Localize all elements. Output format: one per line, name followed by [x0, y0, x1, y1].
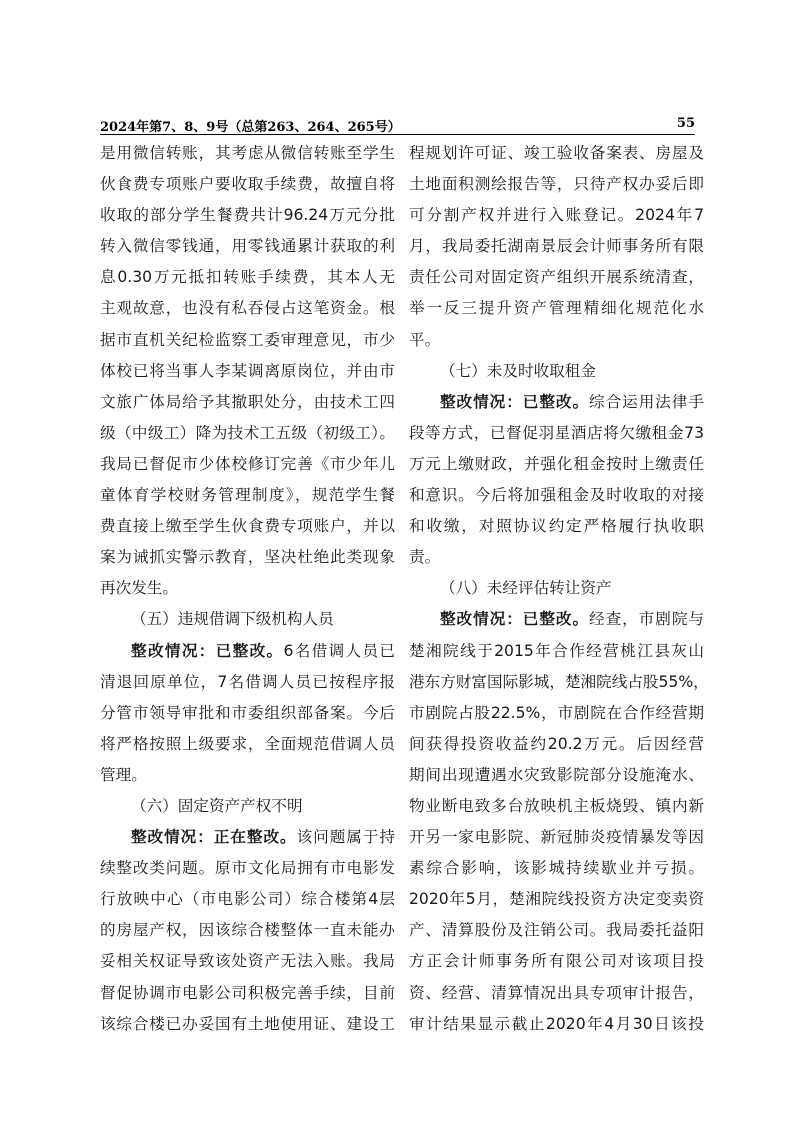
- line-text: 责任公司对固定资产组织开展系统清查，: [409, 268, 704, 287]
- text-line: [100, 293, 395, 324]
- line-text: 审计结果显示截止2020年4月30日该投: [409, 1014, 704, 1033]
- text-line: [100, 542, 395, 573]
- text-line: [100, 511, 395, 542]
- page-number: 55: [676, 116, 695, 131]
- text-line: [100, 698, 395, 729]
- text-line: [100, 325, 395, 356]
- line-text: （七）未及时收取租金: [440, 361, 596, 380]
- text-line: [409, 667, 709, 698]
- line-text: 将严格按照上级要求，全面规范借调人员: [100, 734, 395, 753]
- line-text: 楚湘院线于2015年合作经营桃江县灰山: [409, 641, 704, 660]
- text-line: [100, 822, 395, 853]
- line-text: 6名借调人员已: [283, 641, 395, 660]
- text-line: [100, 231, 395, 262]
- text-line: [100, 884, 395, 915]
- text-line: [409, 231, 704, 262]
- text-line: [100, 760, 395, 791]
- text-line: [409, 200, 704, 231]
- text-line: [100, 449, 395, 480]
- line-text: 责。: [409, 548, 441, 567]
- text-line: [409, 387, 704, 418]
- text-line: [409, 760, 704, 791]
- text-line: [100, 387, 395, 418]
- text-line: [409, 1009, 704, 1040]
- text-line: [409, 698, 704, 729]
- line-text: 综合运用法律手: [589, 392, 704, 411]
- line-text: 案为诫抓实警示教育，坚决杜绝此类现象: [100, 548, 395, 567]
- text-line: [100, 1009, 395, 1040]
- line-text: 月，我局委托湖南景辰会计师事务所有限: [409, 237, 704, 256]
- section-heading: [100, 604, 395, 635]
- text-line: [100, 200, 395, 231]
- text-line: [409, 169, 704, 200]
- text-line: [409, 138, 704, 169]
- text-line: [100, 729, 395, 760]
- line-text: 2020年5月，楚湘院线投资方决定变卖资: [409, 890, 704, 909]
- line-text: 举一反三提升资产管理精细化规范化水: [409, 299, 704, 318]
- line-text: （八）未经评估转让资产: [440, 579, 612, 598]
- section-heading: [409, 356, 704, 387]
- line-text: 行放映中心（市电影公司）综合楼第4层: [100, 890, 395, 909]
- text-line: [100, 138, 395, 169]
- text-line: [409, 791, 704, 822]
- text-line: [409, 604, 704, 635]
- line-text: 息0.30万元抵扣转账手续费，其本人无: [100, 268, 395, 287]
- text-line: [409, 853, 704, 884]
- text-line: [100, 946, 395, 977]
- line-text: 转入微信零钱通，用零钱通累计获取的利: [100, 237, 395, 256]
- text-line: [100, 978, 395, 1009]
- text-line: [100, 667, 395, 698]
- issue-label: 2024年第7、8、9号（总第263、264、265号）: [100, 120, 401, 135]
- line-text: 经查，市剧院与: [589, 610, 704, 629]
- line-text: 间获得投资收益约20.2万元。后因经营: [409, 734, 704, 753]
- left-text-column: [100, 138, 395, 1040]
- text-line: [409, 449, 704, 480]
- line-text: 费直接上缴至学生伙食费专项账户，并以: [100, 517, 395, 536]
- line-text: 开另一家电影院、新冠肺炎疫情暴发等因: [409, 828, 704, 847]
- status-label: 整改情况：已整改。: [440, 392, 590, 411]
- line-text: 妥相关权证导致该处资产无法入账。我局: [100, 952, 395, 971]
- line-text: 童体育学校财务管理制度》，规范学生餐: [100, 486, 395, 505]
- text-line: [100, 418, 395, 449]
- line-text: 级（中级工）降为技术工五级（初级工）。: [100, 423, 395, 442]
- line-text: 港东方财富国际影城，楚湘院线占股55%，: [409, 672, 709, 691]
- line-text: 再次发生。: [100, 579, 178, 598]
- text-line: [409, 418, 704, 449]
- line-text: 是用微信转账，其考虑从微信转账至学生: [100, 144, 395, 162]
- line-text: 平。: [409, 330, 441, 349]
- text-line: [409, 978, 704, 1009]
- line-text: 管理。: [100, 765, 147, 784]
- line-text: 伙食费专项账户要收取手续费，故擅自将: [100, 175, 395, 194]
- text-line: [100, 915, 395, 946]
- text-line: [100, 356, 395, 387]
- line-text: 土地面积测绘报告等，只待产权办妥后即: [409, 175, 704, 194]
- line-text: 方正会计师事务所有限公司对该项目投: [409, 952, 704, 971]
- line-text: 清退回原单位，7名借调人员已按程序报: [100, 672, 395, 691]
- text-line: [409, 636, 704, 667]
- right-text-column: [409, 138, 709, 1040]
- text-line: [100, 262, 395, 293]
- text-line: [100, 480, 395, 511]
- line-text: 该问题属于持: [296, 828, 395, 847]
- line-text: 我局已督促市少体校修订完善《市少年儿: [100, 454, 395, 473]
- line-text: 万元上缴财政，并强化租金按时上缴责任: [409, 454, 704, 473]
- line-text: 督促协调市电影公司积极完善手续，目前: [100, 983, 395, 1002]
- text-line: [409, 884, 704, 915]
- text-line: [409, 946, 704, 977]
- line-text: 体校已将当事人李某调离原岗位，并由市: [100, 361, 395, 380]
- line-text: 产、清算股份及注销公司。我局委托益阳: [409, 921, 704, 940]
- line-text: 市剧院占股22.5%，市剧院在合作经营期: [409, 703, 704, 722]
- line-text: 段等方式，已督促羽星酒店将欠缴租金73: [409, 423, 704, 442]
- line-text: 据市直机关纪检监察工委审理意见，市少: [100, 330, 395, 349]
- line-text: 分管市领导审批和市委组织部备案。今后: [100, 703, 395, 722]
- line-text: 资、经营、清算情况出具专项审计报告，: [409, 983, 704, 1002]
- line-text: 续整改类问题。原市文化局拥有市电影发: [100, 859, 395, 878]
- status-label: 整改情况：正在整改。: [131, 828, 297, 847]
- text-line: [100, 573, 395, 604]
- line-text: 物业断电致多台放映机主板烧毁、镇内新: [409, 796, 704, 815]
- line-text: 和意识。今后将加强租金及时收取的对接: [409, 486, 704, 505]
- line-text: 可分割产权并进行入账登记。2024年7: [409, 206, 704, 225]
- section-heading: [100, 791, 395, 822]
- line-text: 期间出现遭遇水灾致影院部分设施淹水、: [409, 765, 704, 784]
- line-text: 程规划许可证、竣工验收备案表、房屋及: [409, 144, 704, 162]
- line-text: 主观故意，也没有私吞侵占这笔资金。根: [100, 299, 395, 318]
- text-line: [409, 822, 704, 853]
- line-text: 的房屋产权，因该综合楼整体一直未能办: [100, 921, 395, 940]
- text-line: [409, 542, 704, 573]
- text-line: [409, 262, 704, 293]
- line-text: 和收缴，对照协议约定严格履行执收职: [409, 517, 704, 536]
- line-text: （五）违规借调下级机构人员: [131, 610, 334, 629]
- text-line: [409, 511, 704, 542]
- text-line: [100, 169, 395, 200]
- text-line: [409, 325, 704, 356]
- status-label: 整改情况：已整改。: [131, 641, 284, 660]
- text-line: [409, 293, 704, 324]
- text-line: [409, 915, 704, 946]
- running-header: [100, 114, 695, 135]
- line-text: 素综合影响，该影城持续歇业并亏损。: [409, 859, 704, 878]
- line-text: 文旅广体局给予其撤职处分，由技术工四: [100, 392, 395, 411]
- status-label: 整改情况：已整改。: [440, 610, 590, 629]
- text-line: [409, 729, 704, 760]
- line-text: 收取的部分学生餐费共计96.24万元分批: [100, 206, 395, 225]
- section-heading: [409, 573, 704, 604]
- line-text: 该综合楼已办妥国有土地使用证、建设工: [100, 1014, 395, 1033]
- line-text: （六）固定资产产权不明: [131, 796, 303, 815]
- text-line: [409, 480, 704, 511]
- text-line: [100, 853, 395, 884]
- text-line: [100, 636, 395, 667]
